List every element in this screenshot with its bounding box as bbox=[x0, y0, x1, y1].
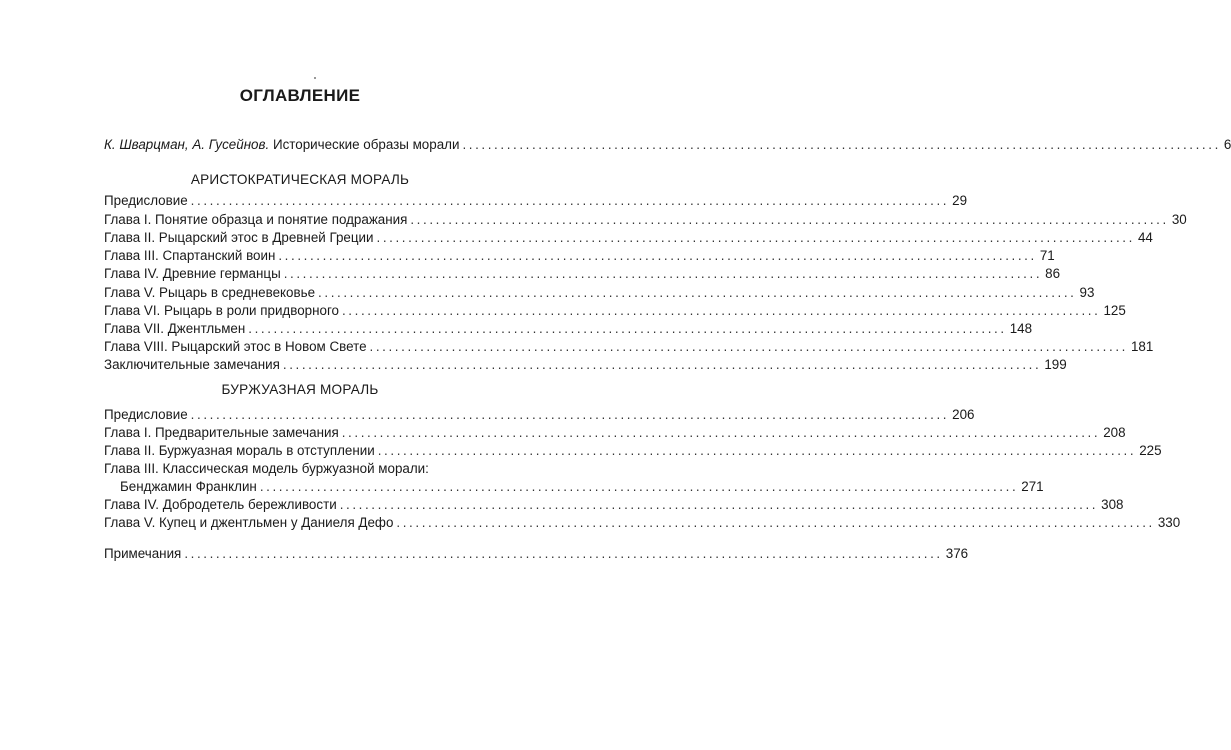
leader-dots: ........................................................................................................................ bbox=[376, 230, 1135, 245]
toc-entry-page: 330 bbox=[1157, 515, 1181, 530]
page-speck bbox=[314, 77, 316, 79]
toc-entry-page: 44 bbox=[1137, 230, 1153, 245]
section-heading-bourgeois: БУРЖУАЗНАЯ МОРАЛЬ bbox=[221, 382, 379, 397]
toc-entry[interactable] bbox=[104, 229, 1153, 247]
leader-dots: ........................................................................................................................ bbox=[278, 248, 1037, 263]
leader-dots: ........................................................................................................................ bbox=[184, 546, 943, 561]
toc-entry-page: 93 bbox=[1079, 285, 1095, 300]
toc-entry[interactable] bbox=[104, 406, 975, 424]
leader-dots: ........................................................................................................................ bbox=[462, 137, 1221, 152]
leader-dots: ........................................................................................................................ bbox=[377, 443, 1137, 458]
toc-entry-label: Глава I. Понятие образца и понятие подражания bbox=[104, 212, 408, 227]
leader-dots: ........................................................................................................................ bbox=[341, 303, 1101, 318]
toc-entry-label: Глава V. Купец и джентльмен у Даниеля Дефо bbox=[104, 515, 394, 530]
leader-dots: ........................................................................................................................ bbox=[283, 266, 1043, 281]
toc-entry-label: Глава III. Спартанский воин bbox=[104, 248, 276, 263]
toc-entry[interactable] bbox=[104, 192, 968, 210]
toc-entry[interactable] bbox=[104, 320, 1033, 338]
toc-entry[interactable] bbox=[104, 338, 1154, 356]
toc-entry-page: 225 bbox=[1139, 443, 1162, 458]
leader-dots: ........................................................................................................................ bbox=[369, 339, 1128, 354]
toc-entry-page: 208 bbox=[1103, 425, 1126, 440]
toc-entry-page: 199 bbox=[1044, 357, 1067, 372]
leader-dots: ........................................................................................................................ bbox=[341, 425, 1101, 440]
toc-entry-label: Предисловие bbox=[104, 407, 188, 422]
leader-dots: ........................................................................................................................ bbox=[282, 357, 1042, 372]
toc-entry-page: 271 bbox=[1021, 479, 1044, 494]
section-heading-aristocratic: АРИСТОКРАТИЧЕСКАЯ МОРАЛЬ bbox=[190, 172, 410, 187]
toc-entry[interactable] bbox=[104, 211, 1187, 229]
toc-entry-label: Бенджамин Франклин bbox=[120, 479, 257, 494]
toc-entry[interactable] bbox=[104, 265, 1061, 283]
toc-entry-label: Глава VII. Джентльмен bbox=[104, 321, 246, 336]
toc-entry-label: Примечания bbox=[104, 546, 182, 561]
leader-dots: ........................................................................................................................ bbox=[410, 212, 1169, 227]
leader-dots: ........................................................................................................................ bbox=[248, 321, 1007, 336]
toc-entry-label: Глава V. Рыцарь в средневековье bbox=[104, 285, 316, 300]
toc-entry[interactable] bbox=[120, 478, 1044, 496]
toc-entry-page: 376 bbox=[945, 546, 969, 561]
toc-entry[interactable] bbox=[104, 247, 1055, 265]
toc-entry-label: Глава IV. Добродетель бережливости bbox=[104, 497, 337, 512]
toc-entry-page: 71 bbox=[1039, 248, 1055, 263]
toc-entry-authors: К. Шварцман, А. Гусейнов. bbox=[104, 137, 270, 152]
toc-entry-intro[interactable] bbox=[104, 136, 1231, 154]
leader-dots: ........................................................................................................................ bbox=[259, 479, 1019, 494]
toc-entry-text: Исторические образы морали bbox=[272, 137, 460, 152]
toc-entry-page: 86 bbox=[1045, 266, 1061, 281]
page-title: ОГЛАВЛЕНИЕ bbox=[239, 86, 361, 105]
toc-entry-page: 29 bbox=[952, 193, 968, 208]
toc-entry-label: Глава VIII. Рыцарский этос в Новом Свете bbox=[104, 339, 367, 354]
toc-entry[interactable] bbox=[104, 496, 1124, 514]
toc-entry[interactable] bbox=[104, 284, 1095, 302]
toc-entry-page: 125 bbox=[1103, 303, 1126, 318]
leader-dots: ........................................................................................................................ bbox=[318, 285, 1077, 300]
toc-entry-label bbox=[104, 136, 459, 154]
leader-dots: ........................................................................................................................ bbox=[190, 407, 950, 422]
toc-entry-page: 30 bbox=[1171, 212, 1187, 227]
toc-entry-label: Глава I. Предварительные замечания bbox=[104, 425, 339, 440]
toc-entry-label: Глава IV. Древние германцы bbox=[104, 266, 281, 281]
toc-entry-label: Глава II. Буржуазная мораль в отступлении bbox=[104, 443, 375, 458]
toc-entry-label: Глава II. Рыцарский этос в Древней Греции bbox=[104, 230, 374, 245]
toc-entry[interactable] bbox=[104, 442, 1162, 460]
toc-entry-page: 148 bbox=[1009, 321, 1033, 336]
toc-entry-label-line1[interactable]: Глава III. Классическая модель буржуазной морали: bbox=[104, 461, 429, 476]
toc-entry-label: Глава VI. Рыцарь в роли придворного bbox=[104, 303, 339, 318]
toc-entry-page: 181 bbox=[1130, 339, 1154, 354]
leader-dots: ........................................................................................................................ bbox=[396, 515, 1155, 530]
leader-dots: ........................................................................................................................ bbox=[190, 193, 950, 208]
leader-dots: ........................................................................................................................ bbox=[339, 497, 1099, 512]
toc-entry-notes[interactable] bbox=[104, 545, 969, 563]
toc-entry[interactable] bbox=[104, 514, 1181, 532]
toc-entry-page: 6 bbox=[1223, 137, 1231, 152]
toc-entry[interactable] bbox=[104, 424, 1126, 442]
toc-entry[interactable] bbox=[104, 302, 1126, 320]
toc-entry-label: Предисловие bbox=[104, 193, 188, 208]
toc-entry-label: Заключительные замечания bbox=[104, 357, 280, 372]
toc-entry-page: 308 bbox=[1101, 497, 1124, 512]
toc-entry-page: 206 bbox=[952, 407, 975, 422]
toc-entry[interactable] bbox=[104, 356, 1067, 374]
